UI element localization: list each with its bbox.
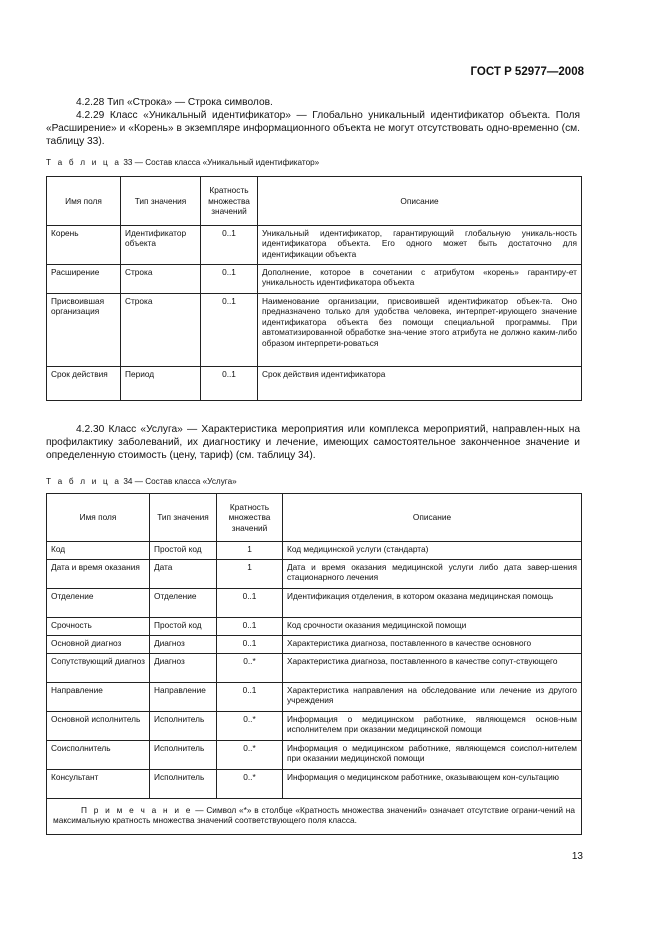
table-cell: Простой код	[150, 542, 217, 560]
table-row	[47, 226, 582, 265]
table-34	[46, 493, 582, 835]
table-cell: Наименование организации, присвоившей идентификатор объек-та. Оно предназначено только для удобства человека, интерпрет-ирующего значение идентификатора объекта без помощи специальной программы. При автоматизированной обработке зна-чение этого атрибута не должно каким-либо образом интерпрети-роваться	[258, 294, 582, 367]
table-cell: 0..*	[217, 770, 283, 799]
table-row	[47, 618, 582, 636]
table-cell: Период	[121, 367, 201, 401]
table-cell: Основной диагноз	[47, 636, 150, 654]
table-row	[47, 654, 582, 683]
table-cell: Расширение	[47, 265, 121, 294]
table-row	[47, 683, 582, 712]
table-cell: Исполнитель	[150, 712, 217, 741]
table-row	[47, 542, 582, 560]
table-cell: Характеристика диагноза, поставленного в качестве основного	[283, 636, 582, 654]
table-cell: Информация о медицинском работнике, являющемся соиспол-нителем при оказании медицинской помощи	[283, 741, 582, 770]
table-cell: Строка	[121, 265, 201, 294]
table-cell: 0..*	[217, 712, 283, 741]
table-row	[47, 770, 582, 799]
table-33	[46, 176, 582, 401]
page-number: 13	[571, 851, 583, 862]
table-cell: Идентификатор объекта	[121, 226, 201, 265]
table-cell: 1	[217, 560, 283, 589]
table-33-header-row	[47, 177, 582, 226]
paragraph-4-2-29: 4.2.29 Класс «Уникальный идентификатор» — Глобально уникальный идентификатор объекта. Поля «Расширение» и «Корень» в экземпляре информационного объекта не могут отсутствовать одно-временно (см. таблицу 33).	[46, 110, 580, 148]
table-row	[47, 741, 582, 770]
table-cell: Дополнение, которое в сочетании с атрибутом «корень» гарантиру-ет уникальность идентификатора объекта	[258, 265, 582, 294]
table-row	[47, 294, 582, 367]
table-cell: Характеристика направления на обследование или лечение из другого учреждения	[283, 683, 582, 712]
table-cell: 0..*	[217, 654, 283, 683]
table-row	[47, 367, 582, 401]
table-cell: 0..1	[201, 226, 258, 265]
paragraph-4-2-30: 4.2.30 Класс «Услуга» — Характеристика мероприятия или комплекса мероприятий, направлен-ных на профилактику заболеваний, их диагностику и лечение, имеющих самостоятельное законченное значение и определенную стоимость (цену, тариф) (см. таблицу 34).	[46, 424, 580, 462]
table-33-header-cell: Кратность множества значений	[201, 177, 258, 226]
table-cell: Код	[47, 542, 150, 560]
table-cell: Отделение	[150, 589, 217, 618]
table-34-header-cell: Имя поля	[47, 494, 150, 542]
table-cell: Основной исполнитель	[47, 712, 150, 741]
table-33-caption	[46, 158, 319, 167]
table-cell: Строка	[121, 294, 201, 367]
table-cell: Дата и время оказания медицинской услуги либо дата завер-шения стационарного лечения	[283, 560, 582, 589]
table-34-caption-text: 34 — Состав класса «Услуга»	[121, 477, 237, 486]
table-cell: 0..1	[201, 294, 258, 367]
table-cell: Исполнитель	[150, 741, 217, 770]
table-cell: 0..1	[201, 367, 258, 401]
document-code: ГОСТ Р 52977—2008	[470, 66, 584, 78]
table-cell: Идентификация отделения, в котором оказана медицинская помощь	[283, 589, 582, 618]
table-cell: Консультант	[47, 770, 150, 799]
table-cell: Направление	[150, 683, 217, 712]
table-34-header-cell: Тип значения	[150, 494, 217, 542]
table-cell: Присвоившая организация	[47, 294, 121, 367]
table-cell: Код срочности оказания медицинской помощи	[283, 618, 582, 636]
table-cell: Срочность	[47, 618, 150, 636]
table-row	[47, 712, 582, 741]
table-34-caption-prefix: Т а б л и ц а	[46, 477, 122, 486]
table-cell: Уникальный идентификатор, гарантирующий глобальную уникаль-ность идентификатора объекта. Его одного может быть достаточно для идентификации объекта	[258, 226, 582, 265]
note-prefix: П р и м е ч а н и е	[81, 805, 193, 815]
table-34-header-cell: Описание	[283, 494, 582, 542]
table-33-caption-prefix: Т а б л и ц а	[46, 158, 122, 167]
table-34-header-cell: Кратность множества значений	[217, 494, 283, 542]
table-34-note-row	[47, 799, 582, 835]
table-34-caption	[46, 477, 237, 486]
table-cell: 0..1	[217, 589, 283, 618]
table-cell: 1	[217, 542, 283, 560]
table-cell: Диагноз	[150, 654, 217, 683]
table-cell: 0..1	[201, 265, 258, 294]
table-33-header-cell: Имя поля	[47, 177, 121, 226]
table-33-caption-text: 33 — Состав класса «Уникальный идентификатор»	[121, 158, 320, 167]
table-cell: Простой код	[150, 618, 217, 636]
table-cell: Сопутствующий диагноз	[47, 654, 150, 683]
table-cell: Направление	[47, 683, 150, 712]
table-cell: 0..1	[217, 618, 283, 636]
table-row	[47, 636, 582, 654]
table-cell: Отделение	[47, 589, 150, 618]
table-row	[47, 265, 582, 294]
table-cell: 0..1	[217, 683, 283, 712]
table-33-header-cell: Описание	[258, 177, 582, 226]
table-cell: 0..*	[217, 741, 283, 770]
table-cell: Корень	[47, 226, 121, 265]
table-cell: Характеристика диагноза, поставленного в качестве сопут-ствующего	[283, 654, 582, 683]
table-cell: Дата и время оказания	[47, 560, 150, 589]
table-cell: Срок действия идентификатора	[258, 367, 582, 401]
table-cell: Исполнитель	[150, 770, 217, 799]
table-cell: Диагноз	[150, 636, 217, 654]
table-cell: Дата	[150, 560, 217, 589]
note-text: — Символ «*» в столбце «Кратность множества значений» означает отсутствие ограни-чений на максимальную кратность множества значений соответствующего поля класса.	[53, 805, 575, 826]
table-cell: Информация о медицинском работнике, являющемся основ-ным исполнителем при оказании медицинской помощи	[283, 712, 582, 741]
table-cell: Информация о медицинском работнике, оказывающем кон-сультацию	[283, 770, 582, 799]
table-cell: Код медицинской услуги (стандарта)	[283, 542, 582, 560]
paragraph-4-2-28: 4.2.28 Тип «Строка» — Строка символов.	[76, 97, 273, 108]
table-33-header-cell: Тип значения	[121, 177, 201, 226]
table-cell: Срок действия	[47, 367, 121, 401]
table-cell: 0..1	[217, 636, 283, 654]
table-cell: Соисполнитель	[47, 741, 150, 770]
table-note	[47, 799, 582, 835]
table-row	[47, 560, 582, 589]
table-row	[47, 589, 582, 618]
table-34-header-row	[47, 494, 582, 542]
